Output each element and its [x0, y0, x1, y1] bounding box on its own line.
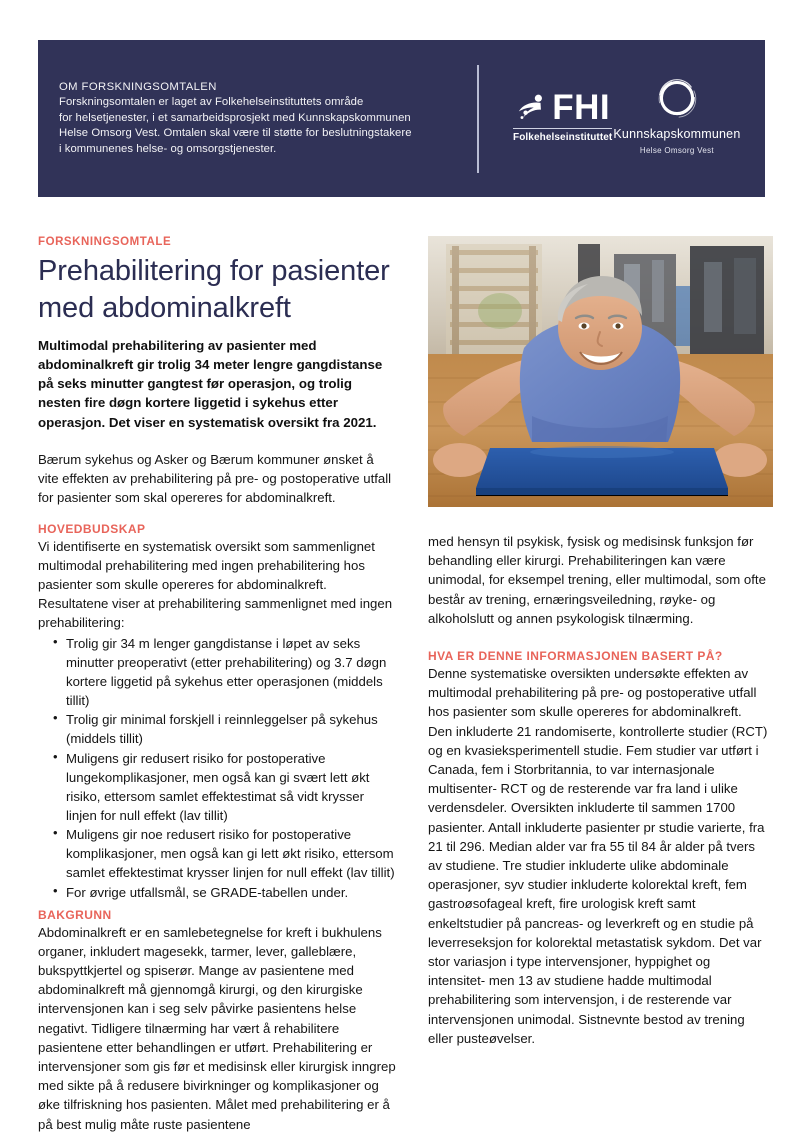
bakgrunn-text-right: med hensyn til psykisk, fysisk og medisinsk funksjon før behandling eller kirurgi. Prehabiliteringen kan være unimodal, for eksempel trening, eller multimodal, som ofte består av trening, ernæringsveiledning, røyke- og alkoholslutt og annen psykologisk tilnærming.	[428, 534, 766, 626]
article-lead: Multimodal prehabilitering av pasienter med abdominalkreft gir trolig 34 meter lengre gangdistanse på seks minutter gangtest før operasjon, og trolig nesten fire døgn kortere liggetid i sykehus etter operasjon. Det viser en systematisk oversikt fra 2021.	[38, 338, 383, 430]
fhi-logo-subtitle: Folkehelseinstituttet	[513, 128, 612, 143]
hovedbudskap-bullet-list	[38, 634, 396, 902]
about-banner-text	[38, 80, 459, 157]
section-heading-hovedbudskap: HOVEDBUDSKAP	[38, 521, 146, 536]
about-line-4: i kommunenes helse- og omsorgstjenester.	[59, 142, 277, 155]
list-item: • Trolig gir 34 m lenger gangdistanse i løpet av seks minutter preoperativt (etter prehabilitering) og 3.7 døgn kortere liggetid på sykehus etter operasjonen (middels tillit)	[55, 634, 396, 710]
basert-pa-text: Denne systematiske oversikten undersøkte effekten av multimodal prehabilitering på pre- og postoperative utfall hos pasienter som skulle opereres for abdominalkreft. Den inkluderte 21 randomiserte, kontrollerte studier (RCT) og en kvasieksperimentell studie. Fem studier var utført i Canada, fem i Storbritannia, to var internasjonale multisenter- RCT og de resterende var fra land i ulike verdensdeler. Oversikten inkluderte til sammen 1700 pasienter. Antall inkluderte pasienter pr studie varierte, fra 21 til 296. Median alder var fra 55 til 84 år alder på tvers av studiene. Tre studier inkluderte ulike abdominale operasjoner, syv studier inkluderte kolorektal kreft, fem gastroøsofageal kreft, fire urologisk kreft samt enkeltstudier på pancreas- og leverkreft og en studie på leverreseksjon for kolorektal metastatisk sykdom. Det var stor variasjon i type intervensjoner, hyppighet og intensitet- men 13 av studiene hadde multimodal prehabilitering som intervensjon, i de resterende var intervensjonen unimodal. Sistnevnte bestod av trening eller pusteøvelser.	[428, 666, 768, 1046]
banner-logo-group	[479, 40, 766, 197]
fhi-logo	[513, 88, 613, 143]
section-heading-bakgrunn: BAKGRUNN	[38, 907, 112, 922]
article-intro-paragraph: Bærum sykehus og Asker og Bærum kommuner ønsket å vite effekten av prehabilitering på pre- og postoperative utfall for pasienter som skal opereres for abdominalkreft.	[38, 451, 392, 506]
about-line-3: Helse Omsorg Vest. Omtalen skal være til støtte for beslutningstakere	[59, 127, 412, 140]
ring-icon	[655, 76, 699, 120]
list-item: • For øvrige utfallsmål, se GRADE-tabellen under.	[55, 883, 396, 902]
list-item: • Muligens gir noe redusert risiko for postoperative komplikasjoner, men også kan gi lett økt risiko, ettersom samlet effektestimat krysser linjen for null effekt (lav tillit)	[55, 825, 396, 882]
fhi-person-icon	[515, 91, 549, 125]
kunnskapskommunen-logo	[613, 76, 740, 155]
page-title: Prehabilitering for pasienter med abdominalkreft	[38, 255, 390, 324]
about-line-1: Forskningsomtalen er laget av Folkehelseinstituttets område	[59, 96, 364, 109]
right-column	[428, 236, 769, 1048]
kunnskapskommunen-subtitle: Helse Omsorg Vest	[639, 146, 714, 155]
about-label: OM FORSKNINGSOMTALEN	[59, 80, 217, 93]
bakgrunn-text-left: Abdominalkreft er en samlebetegnelse for kreft i bukhulens organer, inkludert magesekk, tarmer, lever, galleblære, bukspyttkjertel og spiserør. Mange av pasientene med abdominalkreft må gjennomgå kirurgi, og den kirurgiske intervensjonen kan i seg selv påvirke pasientens helse negativt. Tidligere tilnærming har vært å rehabilitere pasientene etter behandlingen er utført. Prehabilitering er intervensjoner som gis før et medisinsk eller kirurgisk inngrep med sikte på å redusere bivirkninger og komplikasjoner og øke tilfriskning hos pasienten. Målet med prehabilitering er å på best mulig måte ruste pasientene	[38, 924, 396, 1132]
column-spacer	[428, 628, 769, 643]
kunnskapskommunen-name: Kunnskapskommunen	[613, 127, 741, 141]
article-kicker: FORSKNINGSOMTALE	[38, 236, 172, 248]
about-banner	[38, 40, 765, 197]
list-item: • Muligens gir redusert risiko for postoperative lungekomplikasjoner, men også kan gi svært lett økt risiko, ettersom samlet effektestimat så vidt krysser linjen for null effekt (lav tillit)	[55, 749, 396, 825]
left-column	[38, 236, 396, 1134]
section-heading-basert-pa: HVA ER DENNE INFORMASJONEN BASERT PÅ?	[428, 649, 723, 664]
about-line-2: for helsetjenester, i et samarbeidsprosjekt med Kunnskapskommunen	[59, 111, 411, 124]
list-item: • Trolig gir minimal forskjell i reinnleggelser på sykehus (middels tillit)	[55, 710, 396, 748]
fhi-wordmark: FHI	[552, 88, 611, 128]
hovedbudskap-intro: Vi identifiserte en systematisk oversikt som sammenlignet multimodal prehabilitering med ingen prehabilitering hos pasienter som skulle opereres for abdominalkreft. Resultatene viser at prehabilitering sammenlignet med ingen prehabilitering:	[38, 538, 393, 631]
